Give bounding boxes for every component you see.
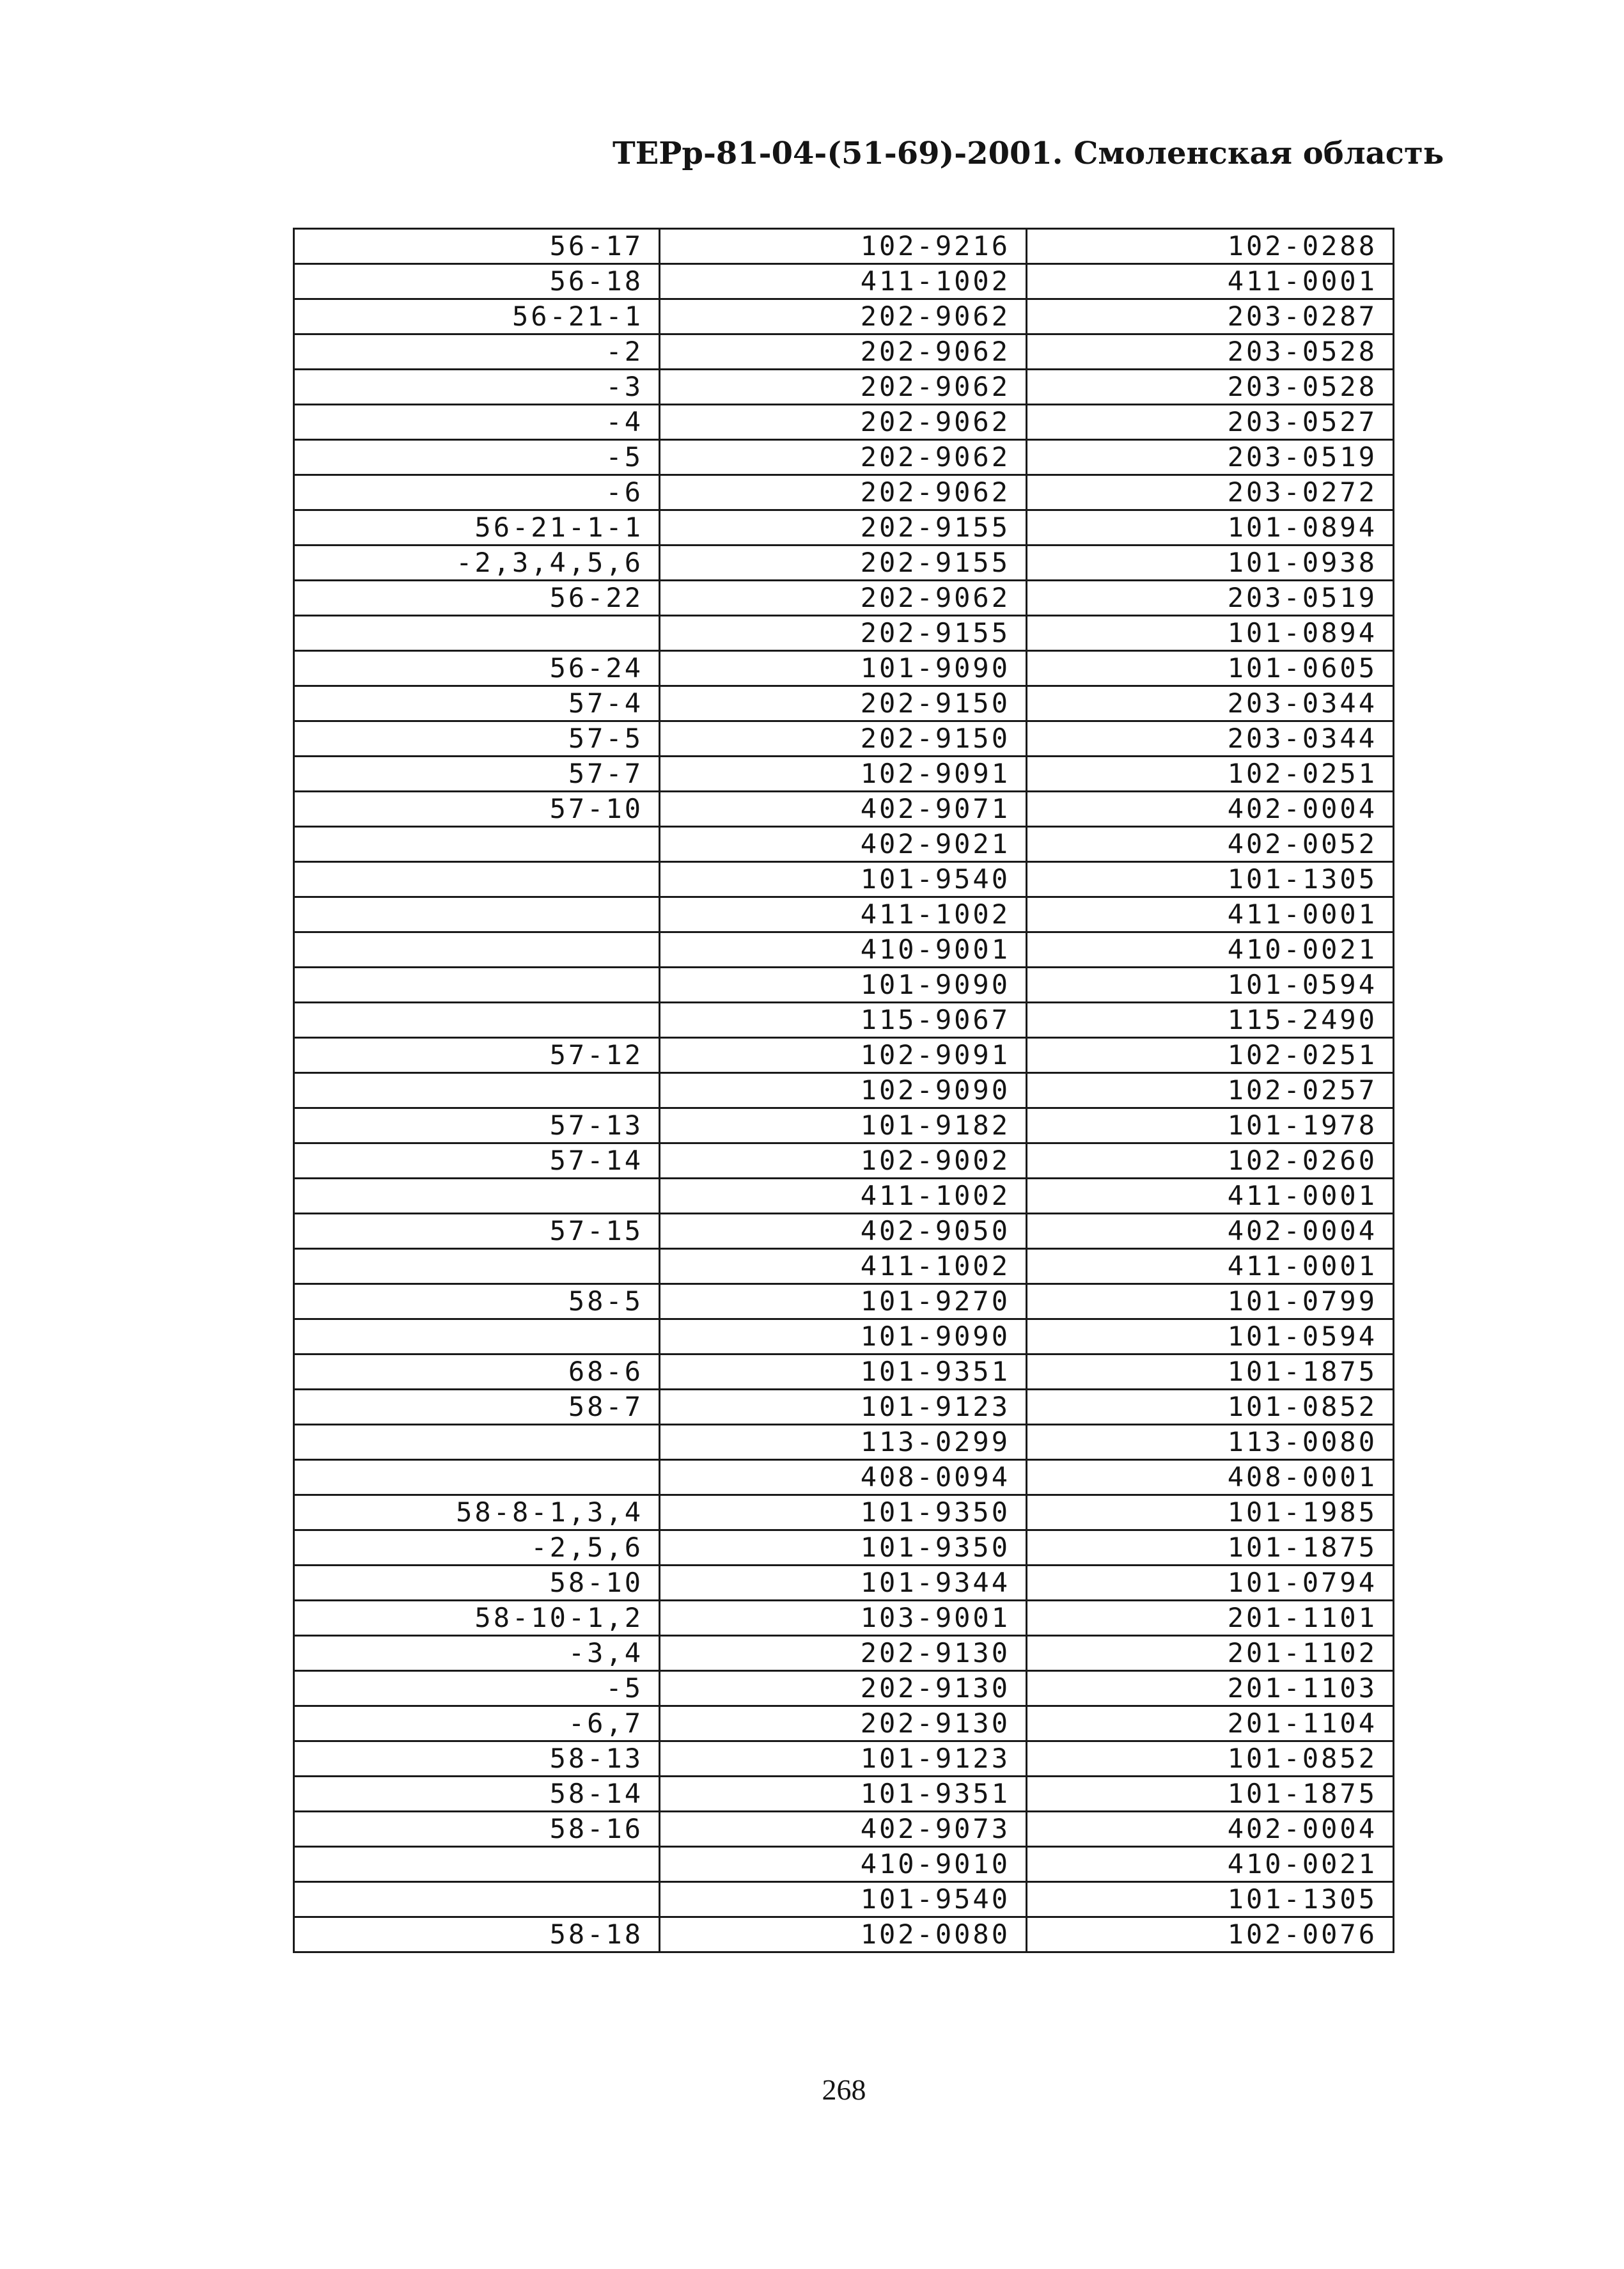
table-cell-source-code: 101-9350	[660, 1530, 1027, 1566]
table-cell-target-code: 203-0527	[1027, 405, 1394, 440]
table-cell-position-code: -2,3,4,5,6	[294, 546, 660, 581]
table-cell-source-code: 101-9351	[660, 1354, 1027, 1390]
table-cell-target-code: 402-0004	[1027, 1214, 1394, 1249]
table-cell-target-code: 102-0076	[1027, 1917, 1394, 1952]
table-cell-target-code: 102-0251	[1027, 1038, 1394, 1073]
code-table	[293, 228, 1394, 1953]
table-cell-position-code: 57-15	[294, 1214, 660, 1249]
table-cell-target-code: 411-0001	[1027, 897, 1394, 932]
table-row	[294, 370, 1394, 405]
table-cell-position-code	[294, 932, 660, 968]
table-cell-position-code: 57-4	[294, 686, 660, 721]
table-cell-position-code: 58-10	[294, 1566, 660, 1601]
table-cell-position-code: 58-13	[294, 1741, 660, 1777]
table-cell-position-code: -2,5,6	[294, 1530, 660, 1566]
table-cell-position-code: 57-13	[294, 1108, 660, 1143]
table-cell-source-code: 411-1002	[660, 1249, 1027, 1284]
table-cell-target-code: 101-0938	[1027, 546, 1394, 581]
table-row	[294, 897, 1394, 932]
table-row	[294, 651, 1394, 686]
table-cell-target-code: 101-0594	[1027, 1319, 1394, 1354]
table-cell-target-code: 203-0287	[1027, 299, 1394, 334]
table-cell-target-code: 101-1305	[1027, 862, 1394, 897]
table-cell-position-code: 58-8-1,3,4	[294, 1495, 660, 1530]
table-cell-position-code: 56-22	[294, 581, 660, 616]
page-header-title: ТЕРр-81-04-(51-69)-2001. Смоленская область	[613, 136, 1444, 171]
table-cell-target-code: 203-0528	[1027, 370, 1394, 405]
table-cell-position-code	[294, 616, 660, 651]
table-cell-target-code: 102-0260	[1027, 1143, 1394, 1179]
table-cell-position-code	[294, 1847, 660, 1882]
table-cell-target-code: 101-0894	[1027, 616, 1394, 651]
table-cell-source-code: 202-9150	[660, 686, 1027, 721]
table-cell-target-code: 410-0021	[1027, 932, 1394, 968]
table-row	[294, 1073, 1394, 1108]
table-cell-source-code: 202-9155	[660, 510, 1027, 546]
table-cell-source-code: 101-9270	[660, 1284, 1027, 1319]
table-cell-target-code: 102-0251	[1027, 757, 1394, 792]
table-cell-target-code: 102-0257	[1027, 1073, 1394, 1108]
table-row	[294, 1706, 1394, 1741]
table-cell-target-code: 115-2490	[1027, 1003, 1394, 1038]
table-cell-position-code: 57-14	[294, 1143, 660, 1179]
table-cell-target-code: 402-0052	[1027, 827, 1394, 862]
table-cell-source-code: 202-9062	[660, 405, 1027, 440]
table-cell-source-code: 102-9091	[660, 1038, 1027, 1073]
table-cell-source-code: 101-9090	[660, 651, 1027, 686]
table-row	[294, 1108, 1394, 1143]
table-cell-position-code	[294, 1073, 660, 1108]
table-cell-position-code	[294, 1882, 660, 1917]
table-cell-position-code: 57-7	[294, 757, 660, 792]
table-cell-position-code: 58-10-1,2	[294, 1601, 660, 1636]
table-cell-position-code: -2	[294, 334, 660, 370]
table-cell-position-code: 58-14	[294, 1777, 660, 1812]
table-row	[294, 932, 1394, 968]
table-cell-source-code: 202-9062	[660, 475, 1027, 510]
table-row	[294, 1179, 1394, 1214]
table-row	[294, 1319, 1394, 1354]
table-cell-target-code: 201-1103	[1027, 1671, 1394, 1706]
table-cell-source-code: 410-9010	[660, 1847, 1027, 1882]
table-cell-target-code: 113-0080	[1027, 1425, 1394, 1460]
table-row	[294, 510, 1394, 546]
table-cell-source-code: 101-9123	[660, 1390, 1027, 1425]
table-cell-target-code: 101-0894	[1027, 510, 1394, 546]
table-row	[294, 1495, 1394, 1530]
table-cell-target-code: 101-0794	[1027, 1566, 1394, 1601]
table-cell-source-code: 202-9130	[660, 1706, 1027, 1741]
table-cell-source-code: 202-9155	[660, 546, 1027, 581]
table-row	[294, 686, 1394, 721]
table-cell-target-code: 411-0001	[1027, 264, 1394, 299]
table-cell-source-code: 202-9150	[660, 721, 1027, 757]
table-cell-source-code: 101-9090	[660, 968, 1027, 1003]
table-row	[294, 405, 1394, 440]
table-cell-source-code: 202-9062	[660, 370, 1027, 405]
table-cell-target-code: 101-1875	[1027, 1530, 1394, 1566]
table-cell-target-code: 203-0519	[1027, 581, 1394, 616]
table-cell-position-code	[294, 1249, 660, 1284]
table-cell-position-code	[294, 1319, 660, 1354]
table-cell-target-code: 102-0288	[1027, 229, 1394, 264]
table-cell-source-code: 402-9021	[660, 827, 1027, 862]
table-row	[294, 1566, 1394, 1601]
table-cell-target-code: 101-1978	[1027, 1108, 1394, 1143]
table-cell-target-code: 411-0001	[1027, 1249, 1394, 1284]
table-cell-target-code: 101-0594	[1027, 968, 1394, 1003]
table-cell-target-code: 101-1985	[1027, 1495, 1394, 1530]
table-cell-position-code: -5	[294, 1671, 660, 1706]
table-row	[294, 1425, 1394, 1460]
table-cell-position-code	[294, 1425, 660, 1460]
table-row	[294, 440, 1394, 475]
table-row	[294, 1601, 1394, 1636]
table-cell-target-code: 101-0852	[1027, 1741, 1394, 1777]
table-cell-position-code	[294, 968, 660, 1003]
table-cell-position-code: 57-12	[294, 1038, 660, 1073]
table-cell-position-code: 57-5	[294, 721, 660, 757]
table-cell-position-code: 58-16	[294, 1812, 660, 1847]
table-cell-source-code: 408-0094	[660, 1460, 1027, 1495]
table-cell-source-code: 410-9001	[660, 932, 1027, 968]
code-table-body	[294, 229, 1394, 1952]
table-cell-target-code: 408-0001	[1027, 1460, 1394, 1495]
table-row	[294, 1530, 1394, 1566]
table-cell-target-code: 203-0528	[1027, 334, 1394, 370]
table-cell-position-code: 58-18	[294, 1917, 660, 1952]
table-cell-source-code: 202-9062	[660, 440, 1027, 475]
table-cell-position-code	[294, 1003, 660, 1038]
table-row	[294, 1354, 1394, 1390]
table-row	[294, 1038, 1394, 1073]
table-cell-source-code: 202-9062	[660, 334, 1027, 370]
table-cell-source-code: 202-9130	[660, 1671, 1027, 1706]
table-cell-target-code: 203-0519	[1027, 440, 1394, 475]
table-cell-position-code: -6,7	[294, 1706, 660, 1741]
table-cell-position-code: -6	[294, 475, 660, 510]
table-cell-position-code	[294, 1179, 660, 1214]
table-cell-source-code: 101-9123	[660, 1741, 1027, 1777]
table-cell-position-code: -5	[294, 440, 660, 475]
table-row	[294, 334, 1394, 370]
table-cell-position-code: -3	[294, 370, 660, 405]
table-row	[294, 546, 1394, 581]
table-row	[294, 581, 1394, 616]
table-cell-source-code: 402-9073	[660, 1812, 1027, 1847]
table-row	[294, 1741, 1394, 1777]
table-cell-target-code: 203-0272	[1027, 475, 1394, 510]
table-cell-target-code: 402-0004	[1027, 792, 1394, 827]
table-cell-source-code: 202-9130	[660, 1636, 1027, 1671]
table-cell-source-code: 101-9344	[660, 1566, 1027, 1601]
table-row	[294, 1636, 1394, 1671]
table-cell-position-code: 57-10	[294, 792, 660, 827]
table-cell-source-code: 202-9062	[660, 299, 1027, 334]
table-cell-source-code: 202-9062	[660, 581, 1027, 616]
table-cell-position-code: 68-6	[294, 1354, 660, 1390]
table-cell-position-code: -3,4	[294, 1636, 660, 1671]
table-row	[294, 721, 1394, 757]
table-row	[294, 827, 1394, 862]
table-row	[294, 968, 1394, 1003]
table-cell-position-code	[294, 862, 660, 897]
table-row	[294, 1003, 1394, 1038]
table-row	[294, 1882, 1394, 1917]
table-row	[294, 264, 1394, 299]
table-cell-source-code: 101-9350	[660, 1495, 1027, 1530]
table-row	[294, 1214, 1394, 1249]
table-row	[294, 299, 1394, 334]
table-cell-target-code: 101-0605	[1027, 651, 1394, 686]
table-cell-target-code: 101-1875	[1027, 1777, 1394, 1812]
table-cell-source-code: 101-9090	[660, 1319, 1027, 1354]
table-row	[294, 1390, 1394, 1425]
table-cell-source-code: 101-9182	[660, 1108, 1027, 1143]
table-row	[294, 757, 1394, 792]
table-cell-target-code: 203-0344	[1027, 721, 1394, 757]
table-row	[294, 1249, 1394, 1284]
table-cell-source-code: 101-9351	[660, 1777, 1027, 1812]
table-cell-source-code: 402-9050	[660, 1214, 1027, 1249]
table-cell-target-code: 101-0799	[1027, 1284, 1394, 1319]
table-cell-source-code: 202-9155	[660, 616, 1027, 651]
table-cell-source-code: 103-9001	[660, 1601, 1027, 1636]
table-row	[294, 792, 1394, 827]
table-cell-target-code: 203-0344	[1027, 686, 1394, 721]
table-row	[294, 1777, 1394, 1812]
page-number: 268	[822, 2073, 866, 2106]
table-cell-source-code: 102-9090	[660, 1073, 1027, 1108]
table-cell-position-code: 58-7	[294, 1390, 660, 1425]
table-row	[294, 1847, 1394, 1882]
table-cell-target-code: 410-0021	[1027, 1847, 1394, 1882]
table-cell-position-code	[294, 1460, 660, 1495]
table-cell-target-code: 201-1102	[1027, 1636, 1394, 1671]
table-row	[294, 475, 1394, 510]
table-cell-position-code: 58-5	[294, 1284, 660, 1319]
table-cell-source-code: 411-1002	[660, 264, 1027, 299]
table-cell-source-code: 115-9067	[660, 1003, 1027, 1038]
table-cell-position-code	[294, 897, 660, 932]
table-cell-source-code: 102-9002	[660, 1143, 1027, 1179]
table-cell-target-code: 201-1104	[1027, 1706, 1394, 1741]
table-cell-source-code: 411-1002	[660, 897, 1027, 932]
table-row	[294, 1917, 1394, 1952]
table-cell-target-code: 101-0852	[1027, 1390, 1394, 1425]
table-row	[294, 1284, 1394, 1319]
table-cell-position-code: 56-18	[294, 264, 660, 299]
table-cell-target-code: 101-1305	[1027, 1882, 1394, 1917]
table-cell-target-code: 101-1875	[1027, 1354, 1394, 1390]
table-cell-position-code: 56-21-1-1	[294, 510, 660, 546]
table-cell-source-code: 101-9540	[660, 1882, 1027, 1917]
table-cell-position-code	[294, 827, 660, 862]
table-cell-source-code: 102-9216	[660, 229, 1027, 264]
table-row	[294, 1812, 1394, 1847]
table-cell-source-code: 101-9540	[660, 862, 1027, 897]
table-row	[294, 1143, 1394, 1179]
table-cell-source-code: 113-0299	[660, 1425, 1027, 1460]
code-table-container	[293, 228, 1393, 1953]
table-row	[294, 1671, 1394, 1706]
table-row	[294, 229, 1394, 264]
table-cell-position-code: 56-21-1	[294, 299, 660, 334]
table-cell-position-code: -4	[294, 405, 660, 440]
table-cell-source-code: 102-9091	[660, 757, 1027, 792]
table-cell-target-code: 402-0004	[1027, 1812, 1394, 1847]
table-cell-source-code: 411-1002	[660, 1179, 1027, 1214]
table-cell-position-code: 56-17	[294, 229, 660, 264]
table-cell-target-code: 411-0001	[1027, 1179, 1394, 1214]
table-cell-position-code: 56-24	[294, 651, 660, 686]
table-row	[294, 1460, 1394, 1495]
table-row	[294, 616, 1394, 651]
table-row	[294, 862, 1394, 897]
table-cell-target-code: 201-1101	[1027, 1601, 1394, 1636]
table-cell-source-code: 402-9071	[660, 792, 1027, 827]
table-cell-source-code: 102-0080	[660, 1917, 1027, 1952]
